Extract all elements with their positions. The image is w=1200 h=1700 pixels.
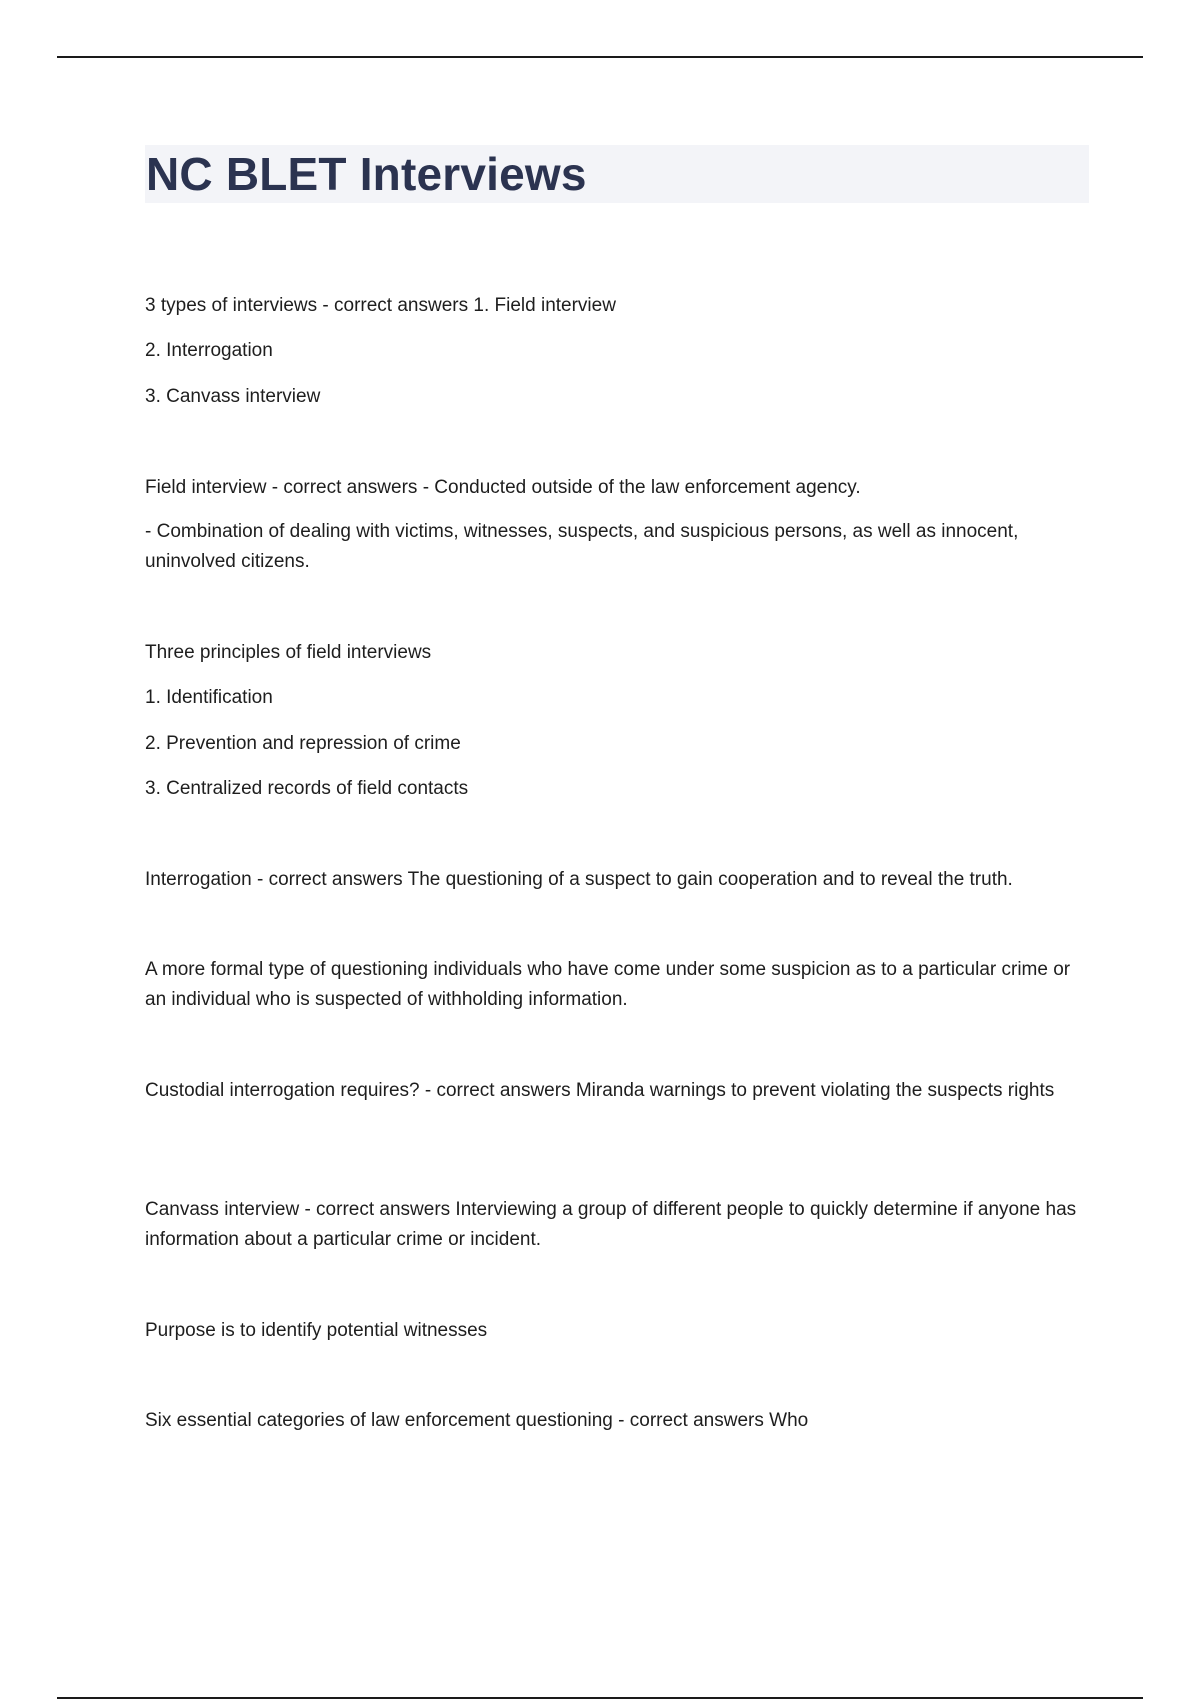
- paragraph: 2. Prevention and repression of crime: [145, 733, 461, 754]
- paragraph: 3. Centralized records of field contacts: [145, 778, 469, 799]
- paragraph: Custodial interrogation requires? - correct answers Miranda warnings to prevent violating the suspects rights: [145, 1080, 1055, 1101]
- paragraph: 3. Canvass interview: [145, 386, 321, 407]
- paragraph: Purpose is to identify potential witnesses: [145, 1320, 488, 1341]
- paragraph: - Combination of dealing with victims, witnesses, suspects, and suspicious persons, as well as innocent, uninvolved citizens.: [145, 521, 1019, 572]
- page-title: NC BLET Interviews: [146, 148, 587, 200]
- paragraph: Six essential categories of law enforcement questioning - correct answers Who: [145, 1410, 809, 1431]
- paragraph: A more formal type of questioning individuals who have come under some suspicion as to a particular crime or an individual who is suspected of withholding information.: [145, 959, 1071, 1010]
- paragraph: Field interview - correct answers - Conducted outside of the law enforcement agency.: [145, 477, 861, 498]
- header-rule: [57, 56, 1143, 58]
- footer-rule: [57, 1697, 1143, 1699]
- paragraph: Three principles of field interviews: [145, 642, 432, 663]
- paragraph: Canvass interview - correct answers Interviewing a group of different people to quickly determine if anyone has information about a particular crime or incident.: [145, 1199, 1077, 1250]
- paragraph: 2. Interrogation: [145, 340, 273, 361]
- paragraph: 3 types of interviews - correct answers 1. Field interview: [145, 295, 616, 316]
- paragraph: Interrogation - correct answers The questioning of a suspect to gain cooperation and to reveal the truth.: [145, 869, 1013, 890]
- paragraph: 1. Identification: [145, 687, 273, 708]
